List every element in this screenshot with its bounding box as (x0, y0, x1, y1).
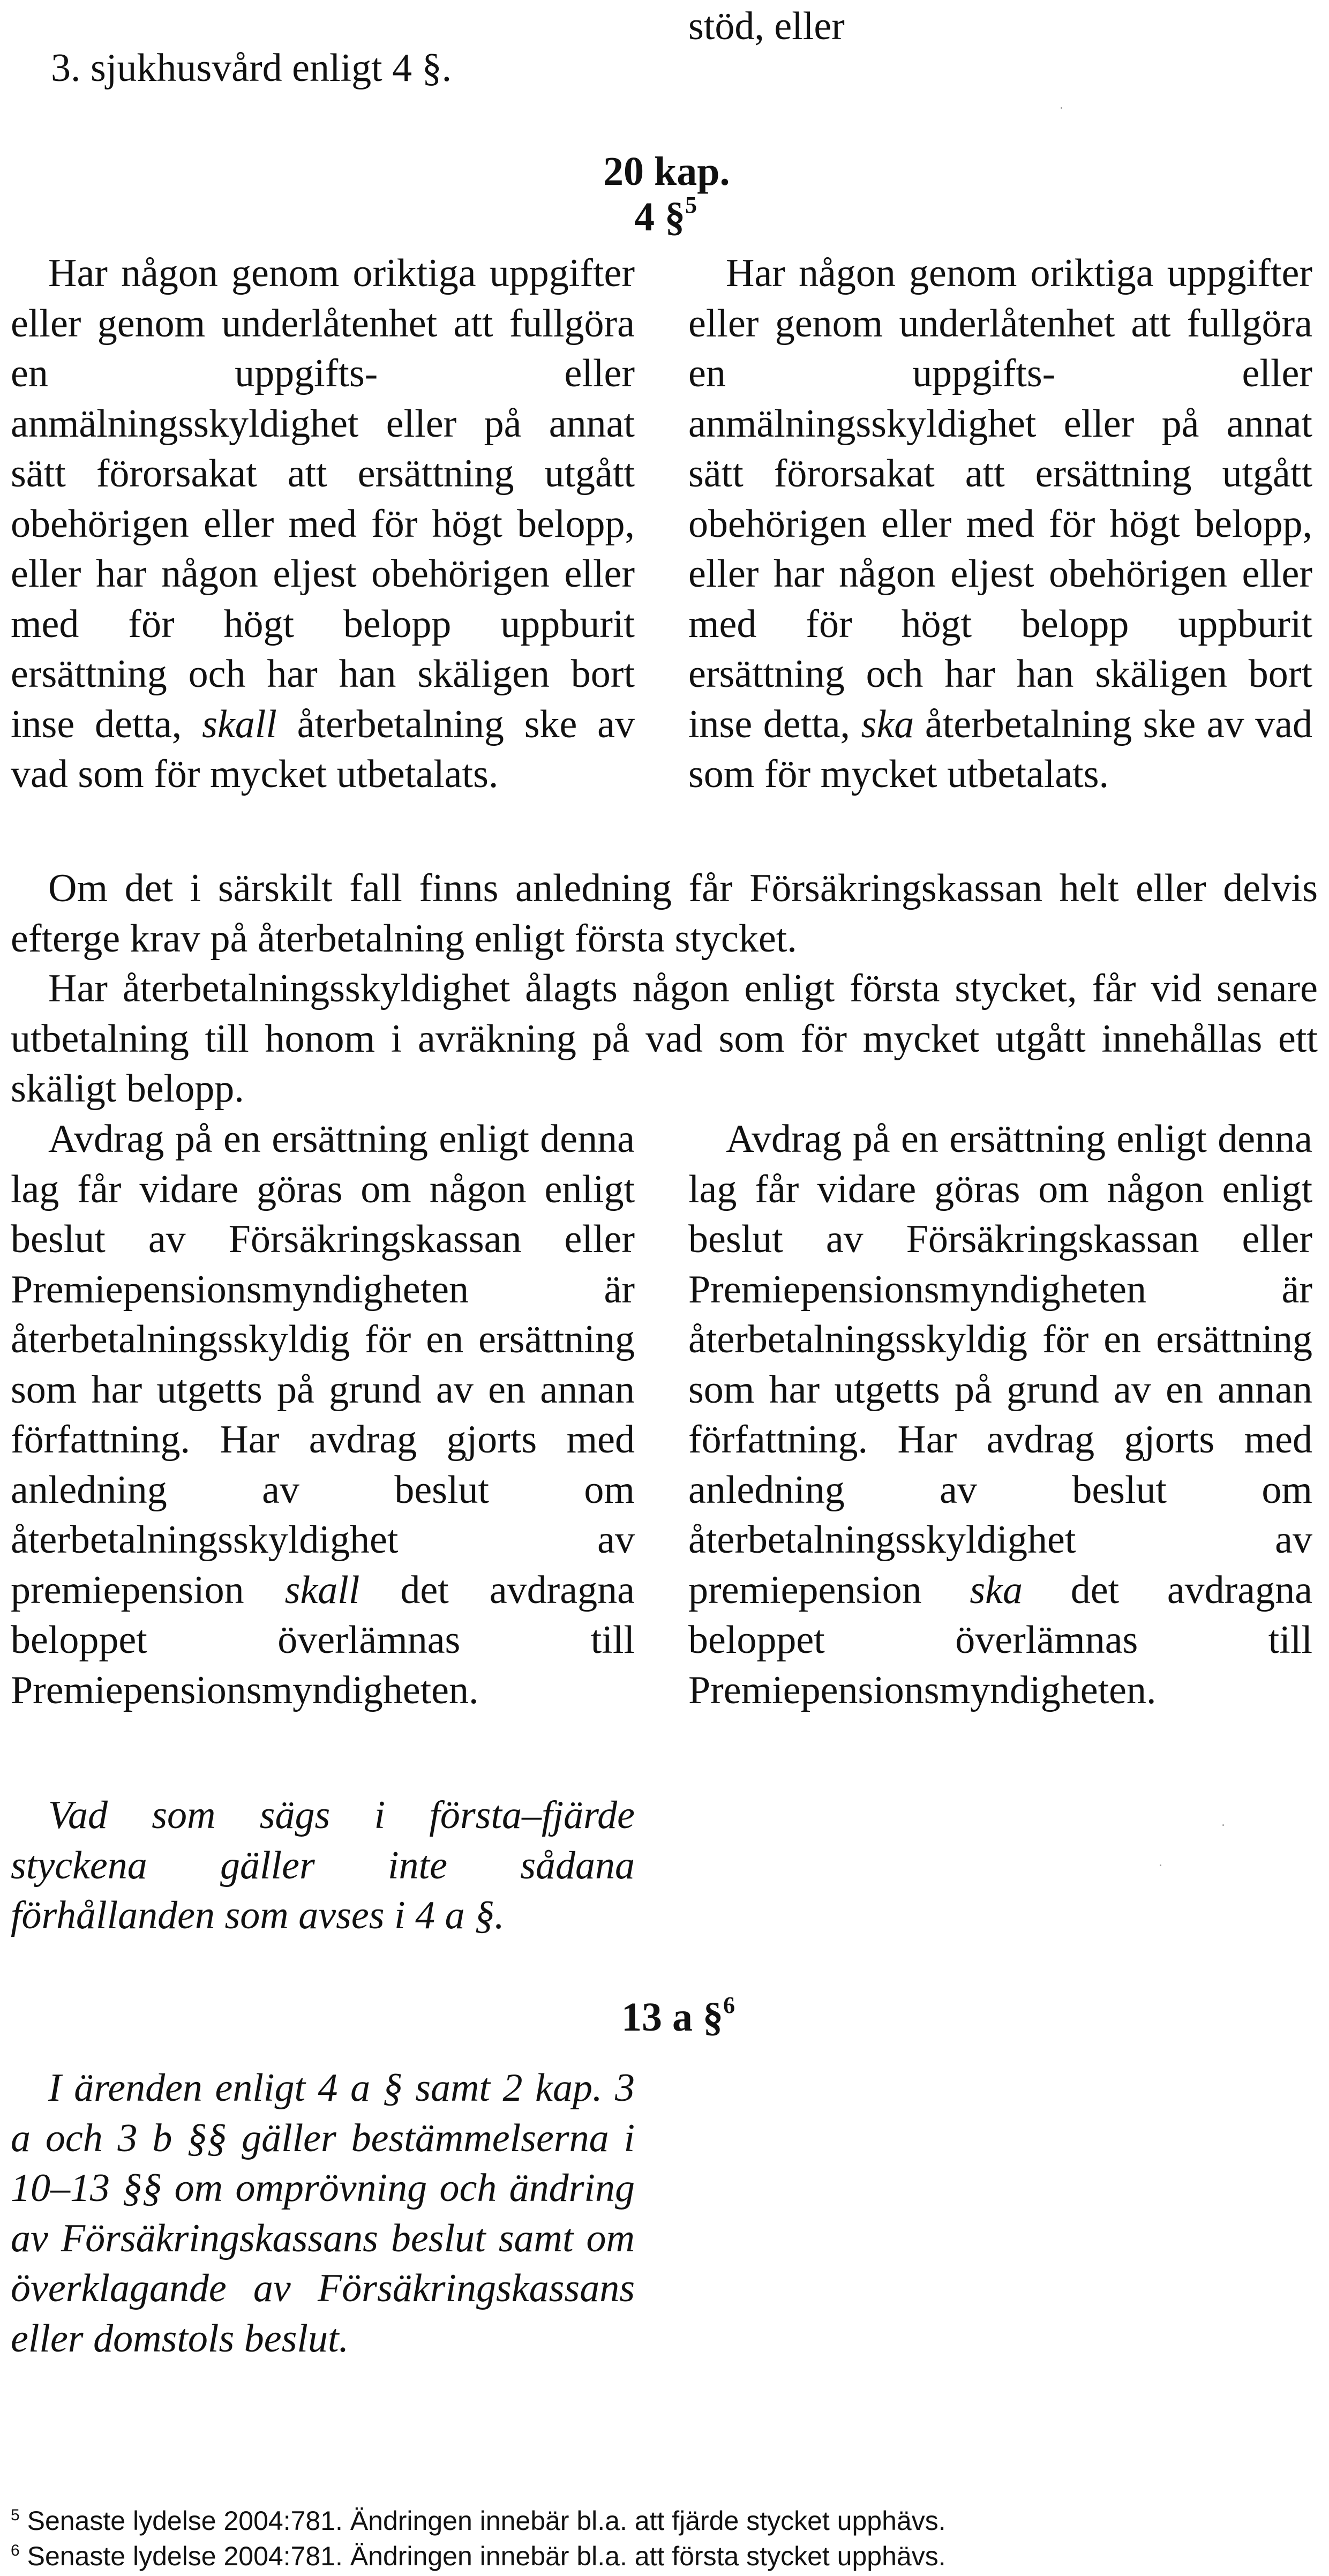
sec4-p1-proposed-changed-word: ska (861, 702, 914, 746)
sec4-p2 (11, 864, 1318, 964)
top-left-line: 3. sjukhusvård enligt 4 §. (51, 46, 452, 90)
footnote-6-number: 6 (11, 2542, 20, 2559)
sec13a-p1-current (11, 2063, 635, 2364)
sec4-p2-text: Om det i särskilt fall finns anledning får Försäkringskassan helt eller delvis efterge krav på återbetalning enligt första stycket. (11, 866, 1318, 961)
section-4-label: 4 § (634, 194, 685, 239)
sec4-p4-proposed (688, 1114, 1312, 1716)
sec4-p1-current-text-a: Har någon genom oriktiga uppgifter eller genom underlåtenhet att fullgöra en uppgifts- eller anmälningsskyldighet eller på annat sätt förorsakat att ersättning utgått obehörigen eller med för högt belopp, eller har någon eljest obehörigen eller med för högt belopp uppburit ersättning och har han skäligen bort inse detta, (11, 251, 635, 746)
footnote-ref-6: 6 (723, 1991, 735, 2018)
footnote-5-text: Senaste lydelse 2004:781. Ändringen innebär bl.a. att fjärde stycket upphävs. (27, 2506, 946, 2536)
sec4-p4-current-changed-word: skall (284, 1568, 360, 1612)
sec4-p4-proposed-text-a: Avdrag på en ersättning enligt denna lag får vidare göras om någon enligt beslut av Försäkringskassan eller Premiepensionsmyndigheten är återbetalningsskyldig för en ersättning som har utgetts på grund av en annan författning. Har avdrag gjorts med anledning av beslut om återbetalningsskyldighet av premiepension (688, 1117, 1312, 1612)
section-13a-label: 13 a § (621, 1995, 723, 2040)
sec13a-p1-current-text: I ärenden enligt 4 a § samt 2 kap. 3 a och 3 b §§ gäller bestämmelserna i 10–13 §§ om omprövning och ändring av Försäkringskassans beslut samt om överklagande av Försäkringskassans eller domstols beslut. (11, 2066, 635, 2361)
scan-speck (1160, 1864, 1161, 1866)
sec4-p3 (11, 964, 1318, 1114)
sec4-p4-current-text-a: Avdrag på en ersättning enligt denna lag får vidare göras om någon enligt beslut av Försäkringskassan eller Premiepensionsmyndigheten är återbetalningsskyldig för en ersättning som har utgetts på grund av en annan författning. Har avdrag gjorts med anledning av beslut om återbetalningsskyldighet av premiepension (11, 1117, 635, 1612)
sec4-p4-current (11, 1114, 635, 1716)
footnote-6-text: Senaste lydelse 2004:781. Ändringen innebär bl.a. att första stycket upphävs. (27, 2541, 946, 2571)
footnote-ref-5: 5 (685, 191, 697, 218)
sec4-p4-proposed-changed-word: ska (970, 1568, 1023, 1612)
scan-speck (1061, 107, 1062, 109)
sec4-p5-new (11, 1791, 635, 1941)
footnote-6 (11, 2538, 946, 2574)
sec4-p3-text: Har återbetalningsskyldighet ålagts någon enligt första stycket, får vid senare utbetalning till honom i avräkning på vad som för mycket utgått innehållas ett skäligt belopp. (11, 967, 1318, 1111)
sec4-p1-current-changed-word: skall (202, 702, 277, 746)
sec4-p1-proposed-text-b: återbetalning ske av vad som för mycket utbetalats. (688, 702, 1313, 796)
sec4-p1-current-text-b: återbetalning ske av vad som för mycket utbetalats. (11, 702, 635, 796)
sec4-p1-proposed-text-a: Har någon genom oriktiga uppgifter eller genom underlåtenhet att fullgöra en uppgifts- eller anmälningsskyldighet eller på annat sätt förorsakat att ersättning utgått obehörigen eller med för högt belopp, eller har någon eljest obehörigen eller med för högt belopp uppburit ersättning och har han skäligen bort inse detta, (688, 251, 1312, 746)
sec4-p1-current (11, 249, 635, 800)
top-right-line: stöd, eller (688, 4, 845, 48)
section-13a-heading (621, 1993, 735, 2041)
footnote-5 (11, 2503, 946, 2538)
sec4-p1-proposed (688, 249, 1312, 800)
chapter-heading: 20 kap. (603, 149, 730, 194)
sec4-p4-current-text-b: det avdragna beloppet överlämnas till Premiepensionsmyndigheten. (11, 1568, 635, 1712)
sec4-p4-proposed-text-b: det avdragna beloppet överlämnas till Premiepensionsmyndigheten. (688, 1568, 1312, 1712)
footnote-5-number: 5 (11, 2506, 20, 2524)
sec4-p5-new-text: Vad som sägs i första–fjärde styckena gäller inte sådana förhållanden som avses i 4 a §. (11, 1793, 635, 1937)
section-4-heading (634, 193, 697, 241)
scan-speck (1222, 1824, 1224, 1826)
